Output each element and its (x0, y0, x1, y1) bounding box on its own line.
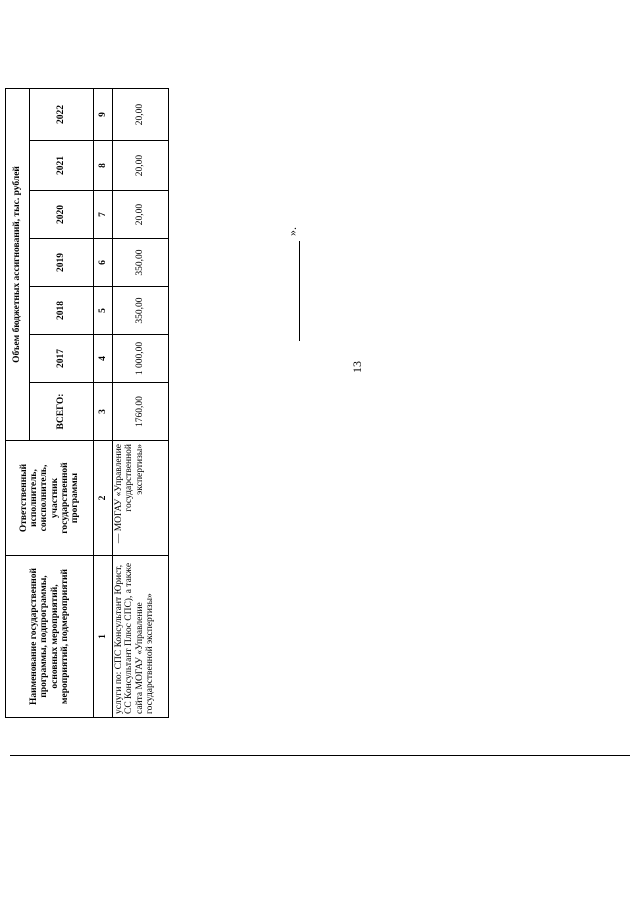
column-number: 7 (94, 191, 113, 239)
row-year-value: 20,00 (113, 89, 169, 141)
header-budget-group: Объем бюджетных ассигнований, тыс. рублей (6, 89, 30, 441)
header-executor: Ответственный исполнитель, соисполнитель, участник государственной программы (6, 441, 94, 556)
column-number: 3 (94, 383, 113, 441)
row-total: 1760,00 (113, 383, 169, 441)
closing-line (285, 227, 300, 341)
row-year-value: 350,00 (113, 287, 169, 335)
column-number: 6 (94, 239, 113, 287)
header-total: ВСЕГО: (30, 383, 94, 441)
row-executor: — МОГАУ «Управление государственной экспертизы» (113, 441, 169, 556)
header-year: 2019 (30, 239, 94, 287)
row-year-value: 20,00 (113, 191, 169, 239)
row-program-name: услуги по: СПС Консультант Юрист, СС Консультант Плюс СПС), а также сайта МОГАУ «Управление государственной экспертизы» (113, 556, 169, 718)
header-program-name: Наименование государственной программы, подпрограммы, основных мероприятий, мероприятий, подмероприятий (6, 556, 94, 718)
column-number: 4 (94, 335, 113, 383)
header-year: 2020 (30, 191, 94, 239)
budget-table (5, 88, 169, 718)
row-year-value: 350,00 (113, 239, 169, 287)
rotated-content (0, 8, 580, 723)
column-number: 2 (94, 441, 113, 556)
row-year-value: 20,00 (113, 141, 169, 191)
header-year: 2018 (30, 287, 94, 335)
footer-divider (10, 755, 630, 756)
header-year: 2017 (30, 335, 94, 383)
column-number: 5 (94, 287, 113, 335)
page-number: 13 (350, 361, 364, 373)
header-year: 2021 (30, 141, 94, 191)
column-number: 9 (94, 89, 113, 141)
header-year: 2022 (30, 89, 94, 141)
row-year-value: 1 000,00 (113, 335, 169, 383)
column-number: 8 (94, 141, 113, 191)
column-number: 1 (94, 556, 113, 718)
closing-mark: ». (285, 227, 299, 236)
